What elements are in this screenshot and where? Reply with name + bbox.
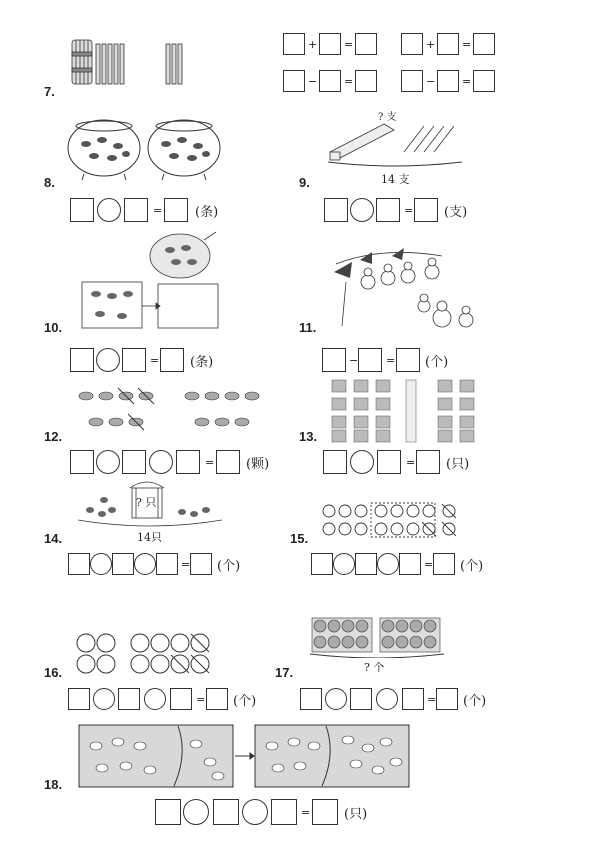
operator-circle[interactable]	[149, 450, 173, 474]
circles-picture	[76, 632, 212, 676]
minus-sign: −	[349, 354, 359, 367]
equals-sign: =	[181, 558, 191, 571]
answer-box[interactable]	[416, 450, 440, 474]
problem-number: 14.	[44, 531, 63, 546]
sticks-picture	[68, 38, 188, 88]
problem-number: 15.	[290, 531, 309, 546]
circles-group-picture	[320, 502, 462, 538]
answer-box[interactable]	[206, 688, 228, 710]
answer-box[interactable]	[358, 348, 382, 372]
answer-box[interactable]	[324, 198, 348, 222]
answer-box[interactable]	[283, 70, 305, 92]
answer-box[interactable]	[399, 553, 421, 575]
ducks-pond-picture	[78, 724, 412, 788]
answer-box[interactable]	[377, 450, 401, 474]
equals-sign: =	[462, 75, 472, 88]
equals-sign: =	[301, 806, 311, 819]
answer-box[interactable]	[396, 348, 420, 372]
unit-label: (个)	[217, 559, 241, 574]
unit-label: (只)	[344, 807, 368, 822]
equals-sign: =	[462, 38, 472, 51]
gourd-vine-picture	[332, 242, 482, 332]
answer-box[interactable]	[68, 688, 90, 710]
answer-box[interactable]	[68, 553, 90, 575]
candies-picture	[74, 386, 274, 436]
problem-number: 7.	[44, 84, 55, 99]
q9-total-label: 14 支	[381, 173, 410, 186]
operator-circle[interactable]	[134, 553, 156, 575]
answer-box[interactable]	[355, 33, 377, 55]
problem-number: 10.	[44, 320, 63, 335]
unit-label: (个)	[460, 559, 484, 574]
operator-circle[interactable]	[350, 450, 374, 474]
answer-box[interactable]	[170, 688, 192, 710]
q9-question-label: ? 支	[378, 112, 397, 123]
unit-label: (颗)	[246, 457, 270, 472]
operator-circle[interactable]	[333, 553, 355, 575]
answer-box[interactable]	[473, 70, 495, 92]
unit-label: (个)	[463, 694, 487, 709]
operator-circle[interactable]	[90, 553, 112, 575]
answer-box[interactable]	[414, 198, 438, 222]
answer-box[interactable]	[300, 688, 322, 710]
answer-box[interactable]	[160, 348, 184, 372]
unit-label: (个)	[233, 694, 257, 709]
answer-box[interactable]	[355, 70, 377, 92]
answer-box[interactable]	[401, 33, 423, 55]
answer-box[interactable]	[122, 348, 146, 372]
answer-box[interactable]	[70, 348, 94, 372]
q14-question-label: ? 只	[136, 496, 157, 509]
answer-box[interactable]	[473, 33, 495, 55]
unit-label: (只)	[446, 457, 470, 472]
answer-box[interactable]	[437, 70, 459, 92]
problem-number: 13.	[299, 429, 318, 444]
problem-number: 11.	[299, 320, 317, 335]
answer-box[interactable]	[190, 553, 212, 575]
answer-box[interactable]	[319, 70, 341, 92]
answer-box[interactable]	[283, 33, 305, 55]
answer-box[interactable]	[124, 198, 148, 222]
equals-sign: =	[344, 75, 354, 88]
unit-label: (个)	[425, 355, 449, 370]
equals-sign: =	[344, 38, 354, 51]
equals-sign: =	[150, 354, 160, 367]
answer-box[interactable]	[213, 799, 239, 825]
answer-box[interactable]	[402, 688, 424, 710]
answer-box[interactable]	[355, 553, 377, 575]
answer-box[interactable]	[176, 450, 200, 474]
equals-sign: =	[406, 456, 416, 469]
answer-box[interactable]	[155, 799, 181, 825]
equals-sign: =	[424, 558, 434, 571]
equals-sign: =	[404, 204, 414, 217]
answer-box[interactable]	[164, 198, 188, 222]
equals-sign: =	[205, 456, 215, 469]
operator-circle[interactable]	[377, 553, 399, 575]
answer-box[interactable]	[376, 198, 400, 222]
answer-box[interactable]	[322, 348, 346, 372]
answer-box[interactable]	[350, 688, 372, 710]
bees-picture	[330, 378, 490, 444]
operator-circle[interactable]	[144, 688, 166, 710]
problem-number: 12.	[44, 429, 63, 444]
problem-number: 8.	[44, 175, 55, 190]
equals-sign: =	[196, 693, 206, 706]
problem-number: 9.	[299, 175, 310, 190]
operator-circle[interactable]	[242, 799, 268, 825]
q14-total-label: 14只	[137, 531, 162, 544]
answer-box[interactable]	[319, 33, 341, 55]
fish-bowls-picture	[66, 118, 226, 184]
answer-box[interactable]	[323, 450, 347, 474]
q17-question-label: ? 个	[364, 661, 385, 674]
plus-sign: +	[426, 38, 436, 51]
operator-circle[interactable]	[350, 198, 374, 222]
minus-sign: −	[308, 75, 318, 88]
operator-circle[interactable]	[183, 799, 209, 825]
equals-sign: =	[386, 354, 396, 367]
answer-box[interactable]	[437, 33, 459, 55]
answer-box[interactable]	[401, 70, 423, 92]
answer-box[interactable]	[156, 553, 178, 575]
minus-sign: −	[426, 75, 436, 88]
unit-label: (条)	[190, 355, 214, 370]
unit-label: (条)	[195, 205, 219, 220]
fish-net-picture	[80, 230, 220, 330]
operator-circle[interactable]	[96, 450, 120, 474]
answer-box[interactable]	[436, 688, 458, 710]
pencil-box-picture	[324, 112, 474, 172]
answer-box[interactable]	[70, 198, 94, 222]
answer-box[interactable]	[118, 688, 140, 710]
answer-box[interactable]	[311, 553, 333, 575]
operator-circle[interactable]	[97, 198, 121, 222]
operator-circle[interactable]	[93, 688, 115, 710]
answer-box[interactable]	[312, 799, 338, 825]
operator-circle[interactable]	[376, 688, 398, 710]
answer-box[interactable]	[216, 450, 240, 474]
problem-number: 16.	[44, 665, 63, 680]
equals-sign: =	[427, 693, 437, 706]
equals-sign: =	[153, 204, 163, 217]
answer-box[interactable]	[271, 799, 297, 825]
answer-box[interactable]	[70, 450, 94, 474]
apples-picture	[308, 612, 448, 658]
answer-box[interactable]	[112, 553, 134, 575]
problem-number: 18.	[44, 777, 63, 792]
operator-circle[interactable]	[325, 688, 347, 710]
plus-sign: +	[308, 38, 318, 51]
answer-box[interactable]	[433, 553, 455, 575]
problem-number: 17.	[275, 665, 294, 680]
answer-box[interactable]	[122, 450, 146, 474]
unit-label: (支)	[444, 205, 468, 220]
operator-circle[interactable]	[96, 348, 120, 372]
